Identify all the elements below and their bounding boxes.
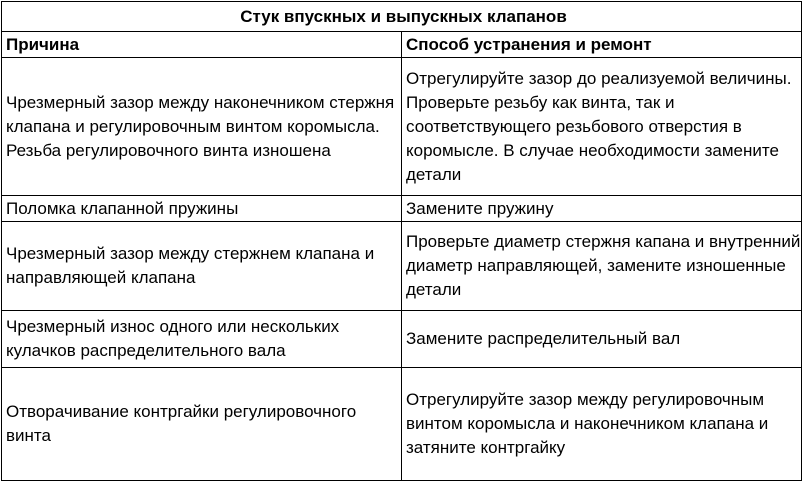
remedy-cell: Замените пружину xyxy=(402,196,802,222)
cause-cell: Чрезмерный износ одного или нескольких кулачков распределительного вала xyxy=(2,311,402,368)
table-title-row xyxy=(2,2,802,32)
cause-cell: Чрезмерный зазор между наконечником стержня клапана и регулировочным винтом коромысла. Резьба регулировочного винта изношена xyxy=(2,58,402,196)
header-remedy: Способ устранения и ремонт xyxy=(402,32,802,58)
cause-cell: Отворачивание контргайки регулировочного винта xyxy=(2,368,402,481)
troubleshooting-table xyxy=(1,1,802,481)
remedy-cell: Отрегулируйте зазор между регулировочным винтом коромысла и наконечником клапана и затяните контргайку xyxy=(402,368,802,481)
cause-cell: Поломка клапанной пружины xyxy=(2,196,402,222)
header-cause: Причина xyxy=(2,32,402,58)
remedy-cell: Отрегулируйте зазор до реализуемой величины. Проверьте резьбу как винта, так и соответствующего резьбового отверстия в коромысле. В случае необходимости замените детали xyxy=(402,58,802,196)
table-row xyxy=(2,311,802,368)
table-row xyxy=(2,58,802,196)
table-row xyxy=(2,222,802,311)
table-header-row xyxy=(2,32,802,58)
table-row xyxy=(2,196,802,222)
table-row xyxy=(2,368,802,481)
table-title: Стук впускных и выпускных клапанов xyxy=(2,2,802,32)
remedy-cell: Проверьте диаметр стержня капана и внутренний диаметр направляющей, замените изношенные детали xyxy=(402,222,802,311)
remedy-cell: Замените распределительный вал xyxy=(402,311,802,368)
cause-cell: Чрезмерный зазор между стержнем клапана и направляющей клапана xyxy=(2,222,402,311)
